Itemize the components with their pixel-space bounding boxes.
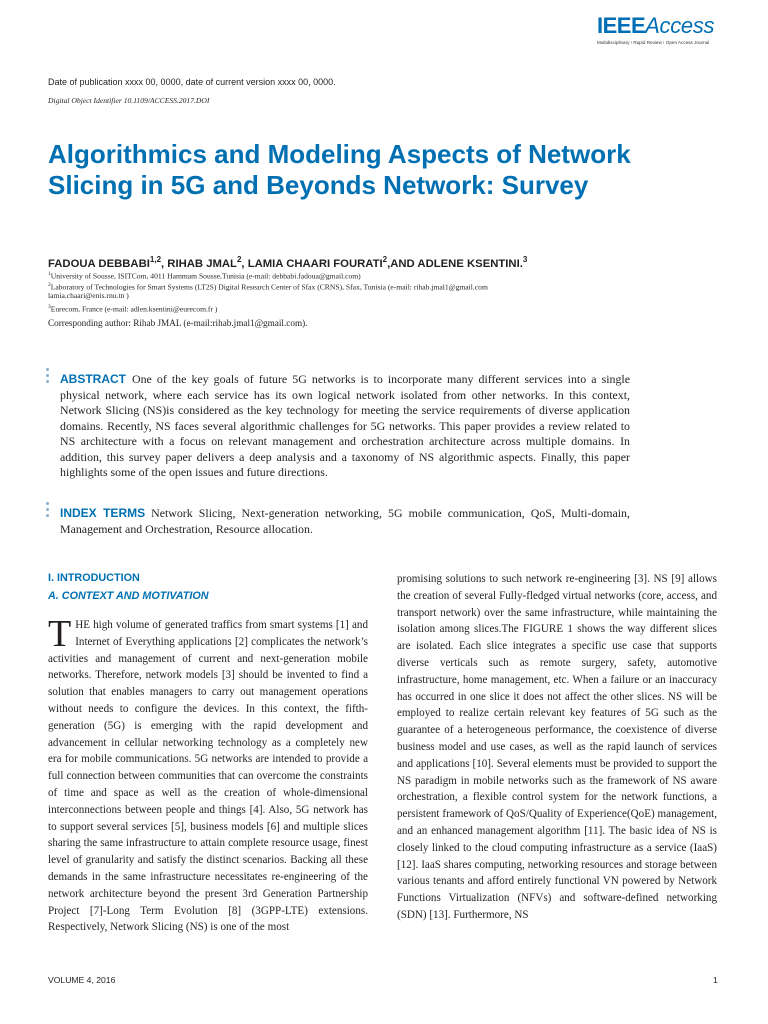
index-terms-text: Network Slicing, Next-generation networking, 5G mobile communication, QoS, Multi-domain, Management and Orchestration, Resource allocation. xyxy=(60,506,630,536)
logo-suffix: Access xyxy=(645,13,715,38)
abstract-marker-dots xyxy=(46,368,52,383)
subsection-heading: A. CONTEXT AND MOTIVATION xyxy=(48,590,209,602)
index-terms-marker-dots xyxy=(46,502,52,517)
affiliation-mark: 3 xyxy=(48,304,51,310)
author-separator: , xyxy=(241,257,248,270)
affiliation-mark: 1 xyxy=(48,271,51,277)
author-list xyxy=(48,255,527,270)
section-heading: I. INTRODUCTION xyxy=(48,572,140,584)
logo-tagline: Multidisciplinary ⁝ Rapid Review ⁝ Open Access Journal xyxy=(597,40,710,45)
affiliation-2-cont xyxy=(48,291,129,301)
author-affiliation-mark: 1,2 xyxy=(149,255,162,264)
author-affiliation-mark: 2 xyxy=(236,255,242,264)
author-name: RIHAB JMAL xyxy=(167,257,237,270)
index-terms xyxy=(60,506,630,537)
author-name: ADLENE KSENTINI. xyxy=(417,257,523,270)
index-terms-label: INDEX TERMS xyxy=(60,506,146,520)
drop-cap: T xyxy=(48,613,72,655)
footer-volume: VOLUME 4, 2016 xyxy=(48,975,116,985)
author-separator: , xyxy=(161,257,168,270)
abstract-label: ABSTRACT xyxy=(60,372,126,386)
author-affiliation-mark: 2 xyxy=(382,255,388,264)
body-text-left: HE high volume of generated traffics from smart systems [1] and Internet of Everything applications [2] complicates the network’s activities and management of current and next-generation mobile networks. Therefore, network models [3] should be invented to find a solution that enables managers to carry out management operations without needs to configure the devices. In this context, the fifth-generation (5G) is emerging with the rapid development and advancement in cellular networking technology as a completely new era for mobile communications. 5G networks are intended to provide a full connection between communities that can overcome the constraints of time and space as well as the creation of whole-dimensional interconnections between people and things [4]. Also, 5G network has to support several services [5], business models [6] and multiple slices sharing the same infrastructure to attain complete resource usage, finest level of granularity and satisfy the distinct scenarios. Backing all these demands in the same infrastructure necessitates re-engineering of the network architecture beyond the present 3rd Generation Partnership Project [7]-Long Term Evolution [8] (3GPP-LTE) extensions. Respectively, Network Slicing (NS) is one of the most xyxy=(48,619,368,934)
author-affiliation-mark: 3 xyxy=(522,255,528,264)
affiliation-mark: 2 xyxy=(48,282,51,288)
doi-line: Digital Object Identifier 10.1109/ACCESS.2017.DOI xyxy=(48,96,210,105)
paper-title: Algorithmics and Modeling Aspects of Network Slicing in 5G and Beyonds Network: Survey xyxy=(48,139,631,200)
abstract xyxy=(60,372,630,481)
affiliation-text: Laboratory of Technologies for Smart Systems (LT2S) Digital Research Center of Sfax (CRNS), Sfax, Tunisia (e-mail: rihab.jmal1@gmail.com xyxy=(50,282,488,292)
ieee-access-logo xyxy=(597,14,717,50)
body-column-left xyxy=(48,613,368,936)
body-column-right: promising solutions to such network re-engineering [3]. NS [9] allows the creation of several Fully-fledged virtual networks (core, access, and transport network) over the same infrastructure, while maintaining the isolation among slices.The FIGURE 1 shows the way different slices are isolated. Each slice integrates a specific use case that supports diverse verticals such as remote surgery, safety, automotive infrastructure, home management, etc. When a failure or an inaccuracy has occurred in one slice it does not affect the other slices. NS will be employed to realize certain relevant key features of 5G such as the guarantee of a heterogeneous performance, the coexistence of diverse business model and use cases, as well as the rapid launch of services and applications [10]. Several elements must be provided to support the NS paradigm in mobile networks such as the framework of NS aware orchestration, a flexible control system for the network functions, a persistent framework of QoS/Quality of Experience(QoE) management, and an enhanced management algorithm [11]. The basic idea of NS is closely linked to the cloud computing infrastructure as a service (IaaS) [12]. IaaS shares computing, networking resources and storage between various tenants and afford entirely functional VN powered by Network Functions Virtualization (NFVs) and software-defined networking (SDN) [13]. Furthermore, NS xyxy=(397,573,717,921)
affiliation-3 xyxy=(48,302,217,315)
abstract-text: One of the key goals of future 5G networks is to incorporate many different services into a single physical network, where each service has its own logical network isolated from other networks. In this context, Network Slicing (NS)is considered as the key technology for meeting the service requirements of diverse application domains. Recently, NS faces several algorithmic challenges for 5G networks. This paper provides a review related to NS architecture with a focus on relevant management and orchestration architecture across multiple domains. In addition, this survey paper delivers a deep analysis and a taxonomy of NS algorithmic aspects. Finally, this paper highlights some of the open issues and future directions. xyxy=(60,372,630,479)
publication-date: Date of publication xxxx 00, 0000, date of current version xxxx 00, 0000. xyxy=(48,77,336,87)
affiliation-text: Eurecom, France (e-mail: adlen.ksentini@eurecom.fr ) xyxy=(50,304,218,314)
logo-brand: IEEE xyxy=(597,13,646,38)
affiliation-text: University of Sousse, ISITCom, 4011 Hammam Sousse,Tunisia (e-mail: debbabi.fadoua@gmail.com) xyxy=(50,271,361,281)
author-separator: ,AND xyxy=(387,257,418,270)
page-number: 1 xyxy=(713,975,718,985)
affiliation-text: lamia.chaari@enis.rnu.tn ) xyxy=(48,291,129,300)
author-name: LAMIA CHAARI FOURATI xyxy=(247,257,383,270)
author-name: FADOUA DEBBABI xyxy=(48,257,150,270)
corresponding-author: Corresponding author: Rihab JMAL (e-mail:rihab.jmal1@gmail.com). xyxy=(48,318,308,328)
